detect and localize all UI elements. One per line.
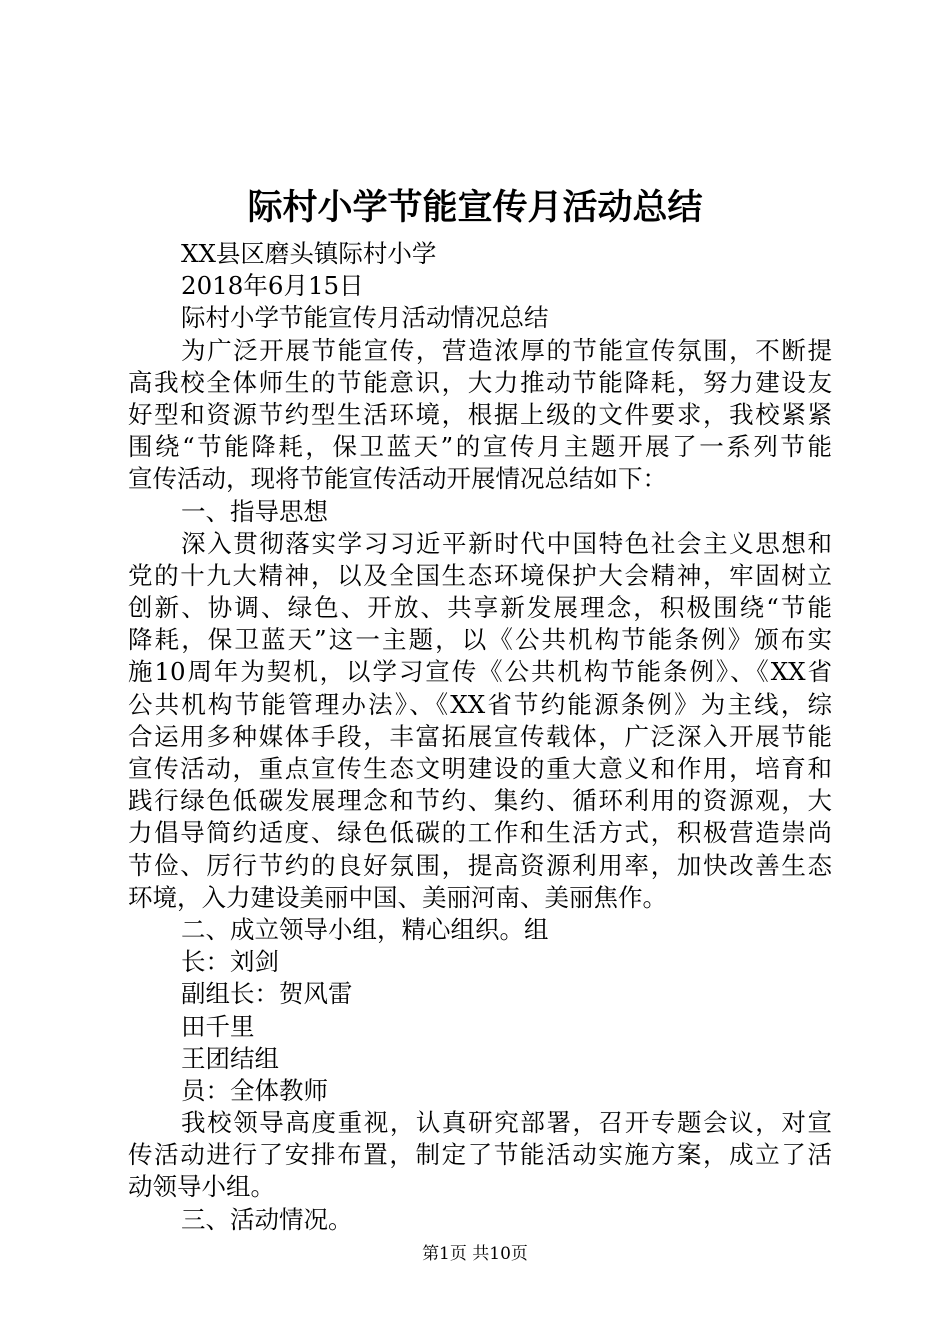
paragraph-line: 节俭、厉行节约的良好氛围，提高资源利用率，加快改善生态 — [128, 850, 832, 880]
group-line-leader: 长：刘剑 — [181, 947, 279, 977]
paragraph-leadership — [128, 1107, 832, 1204]
paragraph-line: 围绕“节能降耗，保卫蓝天”的宣传月主题开展了一系列节能 — [128, 432, 832, 462]
paragraph-line: 力倡导简约适度、绿色低碳的工作和生活方式，积极营造崇尚 — [128, 818, 832, 848]
paragraph-line: 践行绿色低碳发展理念和节约、集约、循环利用的资源观，大 — [128, 786, 832, 816]
paragraph-line: 创新、协调、绿色、开放、共享新发展理念，积极围绕“节能 — [128, 593, 832, 623]
group-line-member-1: 田千里 — [181, 1011, 255, 1041]
group-line-members: 员：全体教师 — [181, 1075, 328, 1105]
paragraph-line: 动领导小组。 — [128, 1172, 275, 1202]
group-line-member-2: 王团结组 — [181, 1043, 279, 1073]
paragraph-line: 环境，入力建设美丽中国、美丽河南、美丽焦作。 — [128, 882, 667, 912]
page-number: 第1页 共10页 — [422, 1244, 528, 1264]
paragraph-line: 合运用多种媒体手段，丰富拓展宣传载体，广泛深入开展节能 — [128, 721, 832, 751]
document-body — [128, 238, 832, 1236]
date-line: 2018年6月15日 — [181, 271, 364, 301]
document-title: 际村小学节能宣传月活动总结 — [247, 187, 703, 228]
paragraph-line: 传活动进行了安排布置，制定了节能活动实施方案，成立了活 — [128, 1140, 832, 1170]
paragraph-line: 为广泛开展节能宣传，营造浓厚的节能宣传氛围，不断提 — [181, 335, 832, 365]
section-heading-3: 三、活动情况。 — [181, 1204, 353, 1234]
school-name-line: XX县区磨头镇际村小学 — [181, 239, 437, 268]
paragraph-line: 公共机构节能管理办法》、《XX省节约能源条例》为主线，综 — [128, 689, 832, 719]
paragraph-line: 降耗，保卫蓝天”这一主题，以《公共机构节能条例》颁布实 — [128, 625, 832, 655]
subtitle-line: 际村小学节能宣传月活动情况总结 — [181, 303, 549, 333]
paragraph-line: 高我校全体师生的节能意识，大力推动节能降耗，努力建设友 — [128, 367, 832, 397]
paragraph-line: 施10周年为契机，以学习宣传《公共机构节能条例》、《XX省 — [128, 657, 832, 687]
paragraph-line: 好型和资源节约型生活环境，根据上级的文件要求，我校紧紧 — [128, 399, 832, 429]
section-heading-2: 二、成立领导小组，精心组织。组 — [181, 914, 549, 944]
paragraph-line: 党的十九大精神，以及全国生态环境保护大会精神，牢固树立 — [128, 560, 832, 590]
paragraph-intro — [128, 335, 832, 496]
section-heading-1: 一、指导思想 — [181, 496, 328, 526]
paragraph-guiding-thought — [128, 528, 832, 914]
group-line-deputy: 副组长：贺风雷 — [181, 979, 353, 1009]
paragraph-line: 我校领导高度重视，认真研究部署，召开专题会议，对宣 — [181, 1108, 832, 1138]
paragraph-line: 深入贯彻落实学习习近平新时代中国特色社会主义思想和 — [181, 528, 832, 558]
paragraph-line: 宣传活动，现将节能宣传活动开展情况总结如下： — [128, 464, 667, 494]
paragraph-line: 宣传活动，重点宣传生态文明建设的重大意义和作用，培育和 — [128, 754, 832, 783]
